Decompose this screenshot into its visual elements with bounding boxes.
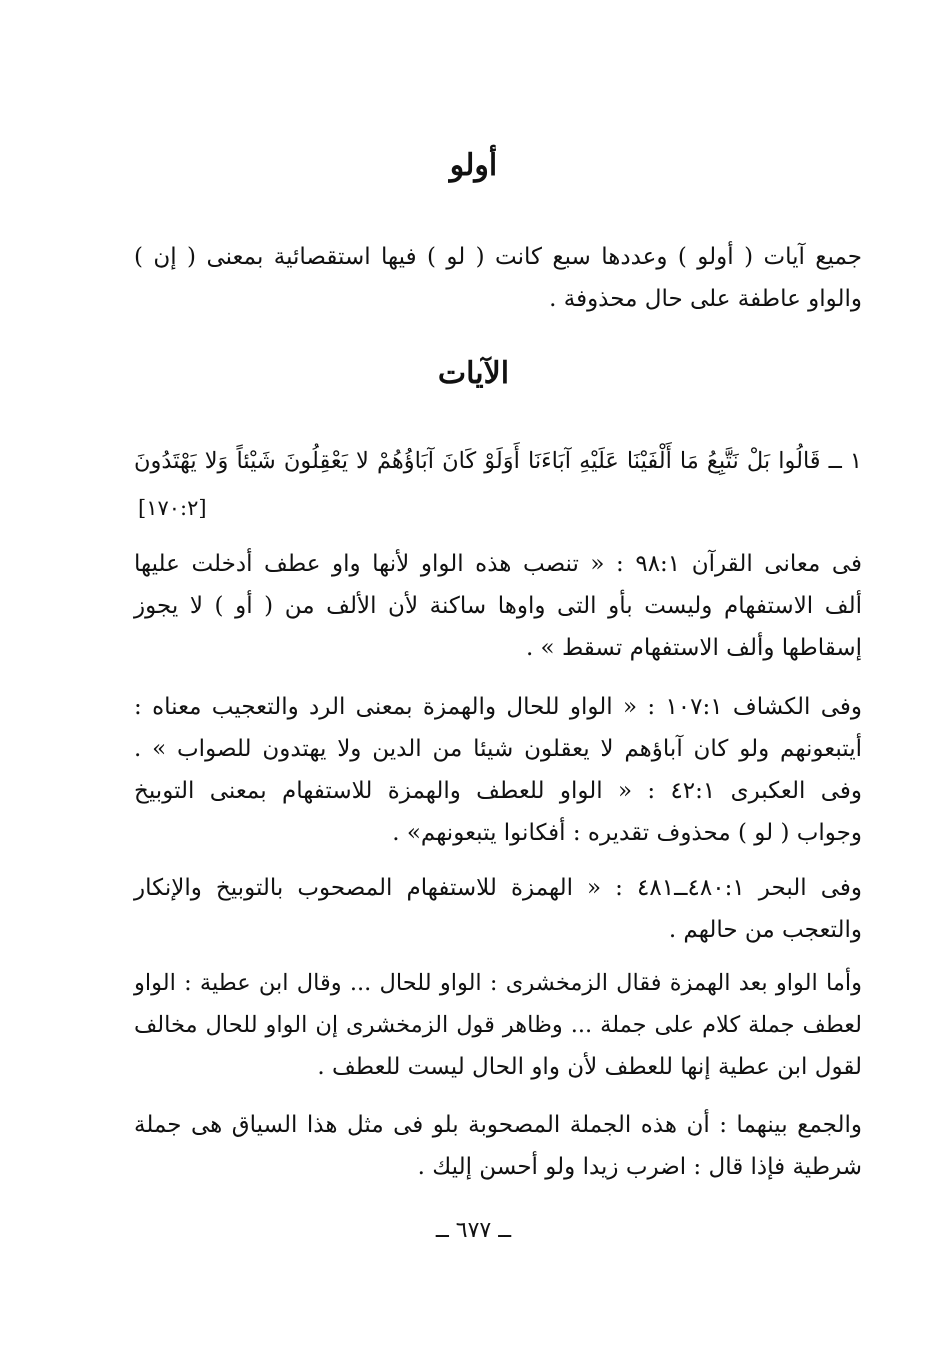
paragraph-line: إسقاطها وألف الاستفهام تسقط » . [525, 635, 862, 661]
intro-paragraph [134, 236, 862, 320]
paragraph-line: وجواب ( لو ) محذوف تقديره : أفكانوا يتبعونهم» . [392, 820, 862, 846]
paragraph-maani [134, 543, 862, 669]
paragraph-ukbari [134, 770, 862, 854]
entry-heading: أولو [449, 148, 498, 183]
verse-text: ١ ــ قَالُوا بَلْ نَتَّبِعُ مَا أَلْفَيْنَا عَلَيْهِ آبَاءَنَا أَوَلَوْ كَانَ آبَاؤُهُمْ لا يَعْقِلُونَ شَيْئاً وَلا يَهْتَدُونَ [134, 448, 862, 474]
verse-reference: [١٧٠:٢] [138, 496, 207, 520]
paragraph-line: أيتبعونهم ولو كان آباؤهم لا يعقلون شيئا من الدين ولا يهتدون للصواب » . [134, 736, 862, 762]
paragraph-jam [134, 1104, 862, 1188]
paragraph-line: شرطية فإذا قال : اضرب زيدا ولو أحسن إليك . [417, 1154, 862, 1180]
paragraph-line: والجمع بينهما : أن هذه الجملة المصحوبة بلو فى مثل هذا السياق هى جملة [134, 1112, 862, 1138]
paragraph-line: وفى الكشاف ١٠٧:١ : « الواو للحال والهمزة بمعنى الرد والتعجيب معناه : [134, 694, 862, 720]
intro-line: والواو عاطفة على حال محذوفة . [549, 286, 862, 312]
section-heading: الآيات [437, 356, 510, 391]
intro-line: جميع آيات ( أولو ) وعددها سبع كانت ( لو ) فيها استقصائية بمعنى ( إن ) [134, 244, 862, 270]
paragraph-line: لقول ابن عطية إنها للعطف لأن واو الحال ليست للعطف . [317, 1054, 862, 1080]
paragraph-waw [134, 962, 862, 1088]
paragraph-line: لعطف جملة كلام على جملة ... وظاهر قول الزمخشرى إن الواو للحال مخالف [134, 1012, 862, 1038]
paragraph-line: وفى العكبرى ٤٢:١ : « الواو للعطف والهمزة للاستفهام بمعنى التوبيخ [134, 778, 862, 804]
paragraph-line: والتعجب من حالهم . [668, 917, 862, 943]
paragraph-line: وفى البحر ٤٨٠:١ــ٤٨١ : « الهمزة للاستفهام المصحوب بالتوبيخ والإنكار [134, 875, 862, 901]
page-number: ــ ٦٧٧ ــ [435, 1218, 512, 1243]
paragraph-line: ألف الاستفهام وليست بأو التى واوها ساكنة لأن الألف من ( أو ) لا يجوز [134, 593, 862, 619]
paragraph-line: فى معانى القرآن ٩٨:١ : « تنصب هذه الواو لأنها واو عطف أدخلت عليها [134, 551, 862, 577]
paragraph-line: وأما الواو بعد الهمزة فقال الزمخشرى : الواو للحال ... وقال ابن عطية : الواو [134, 970, 862, 996]
paragraph-bahr [134, 867, 862, 951]
paragraph-kashshaf [134, 686, 862, 770]
verse-block [134, 440, 862, 482]
